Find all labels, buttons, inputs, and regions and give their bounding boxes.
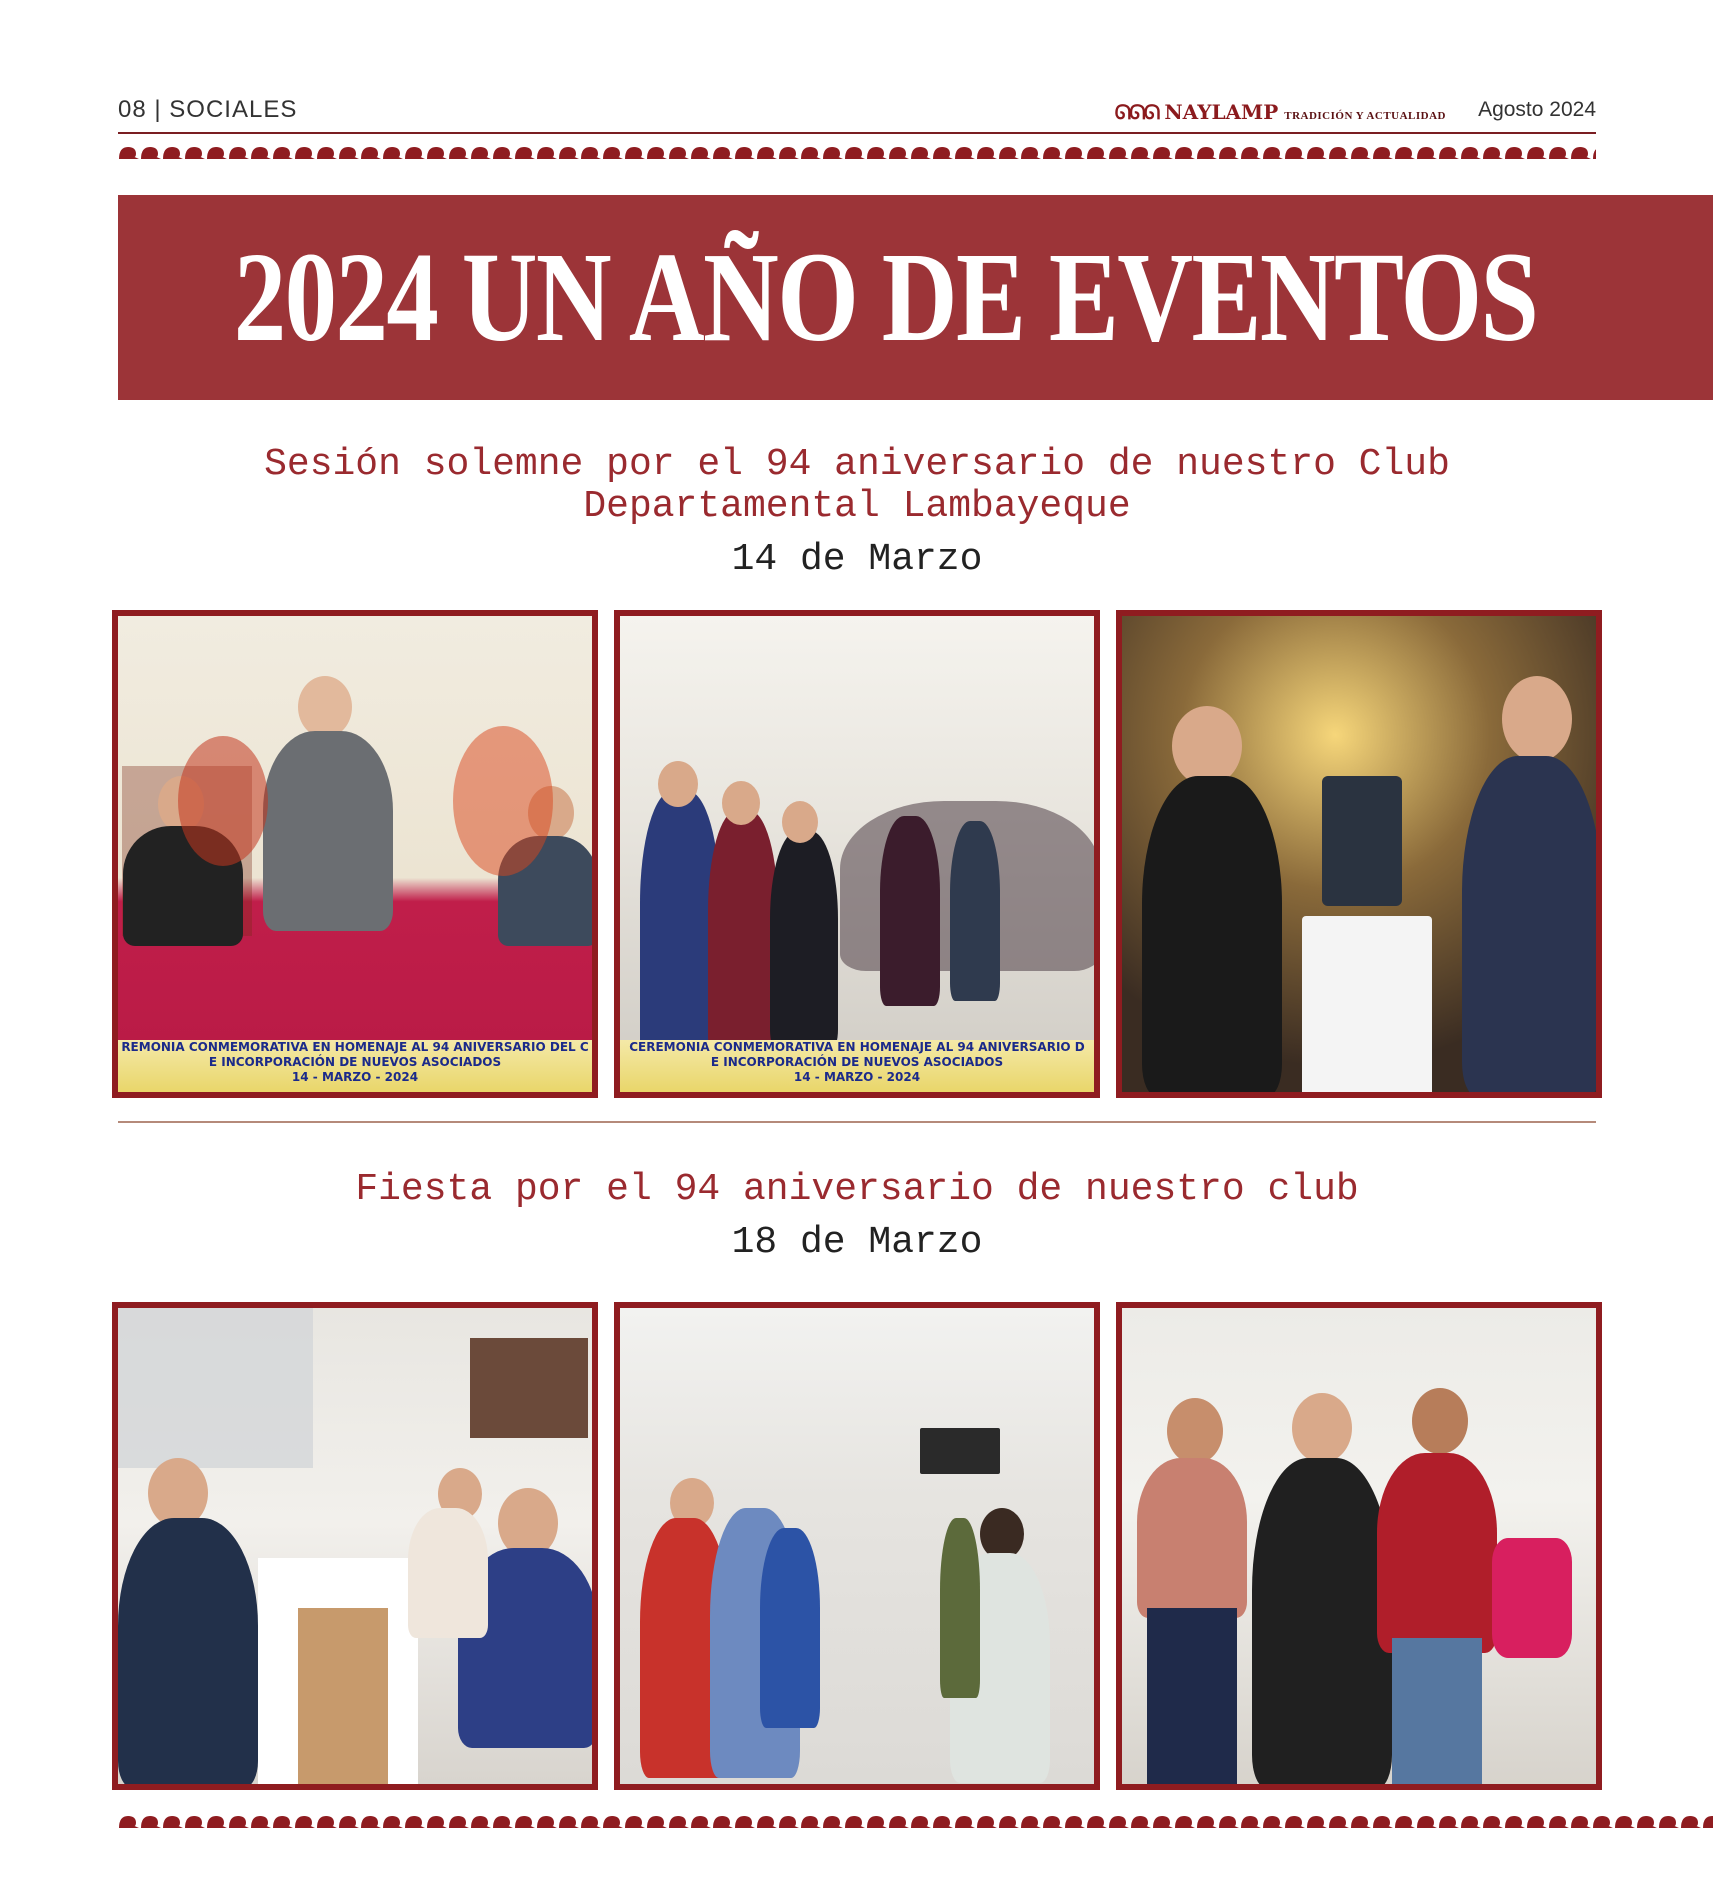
event1-photo-2 <box>614 610 1100 1098</box>
event2-title: Fiesta por el 94 aniversario de nuestro club <box>355 1168 1359 1211</box>
brand-name: NAYLAMP <box>1164 100 1279 124</box>
event2-photo-2 <box>614 1302 1100 1790</box>
issue-date: Agosto 2024 <box>1478 98 1596 121</box>
brand-wave-icon: ᘏᘏᘏ <box>1114 100 1159 124</box>
event2-date: 18 de Marzo <box>731 1221 983 1264</box>
title-banner <box>118 195 1713 400</box>
event1-title-line1: Sesión solemne por el 94 aniversario de nuestro Club <box>264 443 1450 486</box>
event1-photo-2-caption: CEREMONIA CONMEMORATIVA EN HOMENAJE AL 94 ANIVERSARIO D E INCORPORACIÓN DE NUEVOS ASOCIADOS 14 - MARZO - 2024 <box>620 1040 1094 1092</box>
event2-photo-1 <box>112 1302 598 1790</box>
event1-title-line2: Departamental Lambayeque <box>583 485 1131 528</box>
brand-tagline: TRADICIÓN Y ACTUALIDAD <box>1284 110 1446 122</box>
wave-border-bottom <box>118 1811 1713 1833</box>
wave-border-top <box>118 142 1596 164</box>
brand-logo <box>1115 100 1446 124</box>
event2-photo-3 <box>1116 1302 1602 1790</box>
page-section-label: 08 | SOCIALES <box>118 96 298 123</box>
banner-title: 2024 UN AÑO DE EVENTOS <box>233 226 1538 368</box>
page-header <box>118 96 1596 134</box>
event1-photo-1 <box>112 610 598 1098</box>
event1-date: 14 de Marzo <box>731 538 983 581</box>
event1-photo-1-caption: REMONIA CONMEMORATIVA EN HOMENAJE AL 94 ANIVERSARIO DEL C E INCORPORACIÓN DE NUEVOS ASOCIADOS 14 - MARZO - 2024 <box>118 1040 592 1092</box>
event1-photo-3 <box>1116 610 1602 1098</box>
header-rule <box>118 132 1596 134</box>
event1-title <box>118 444 1596 528</box>
section-divider <box>118 1121 1596 1123</box>
